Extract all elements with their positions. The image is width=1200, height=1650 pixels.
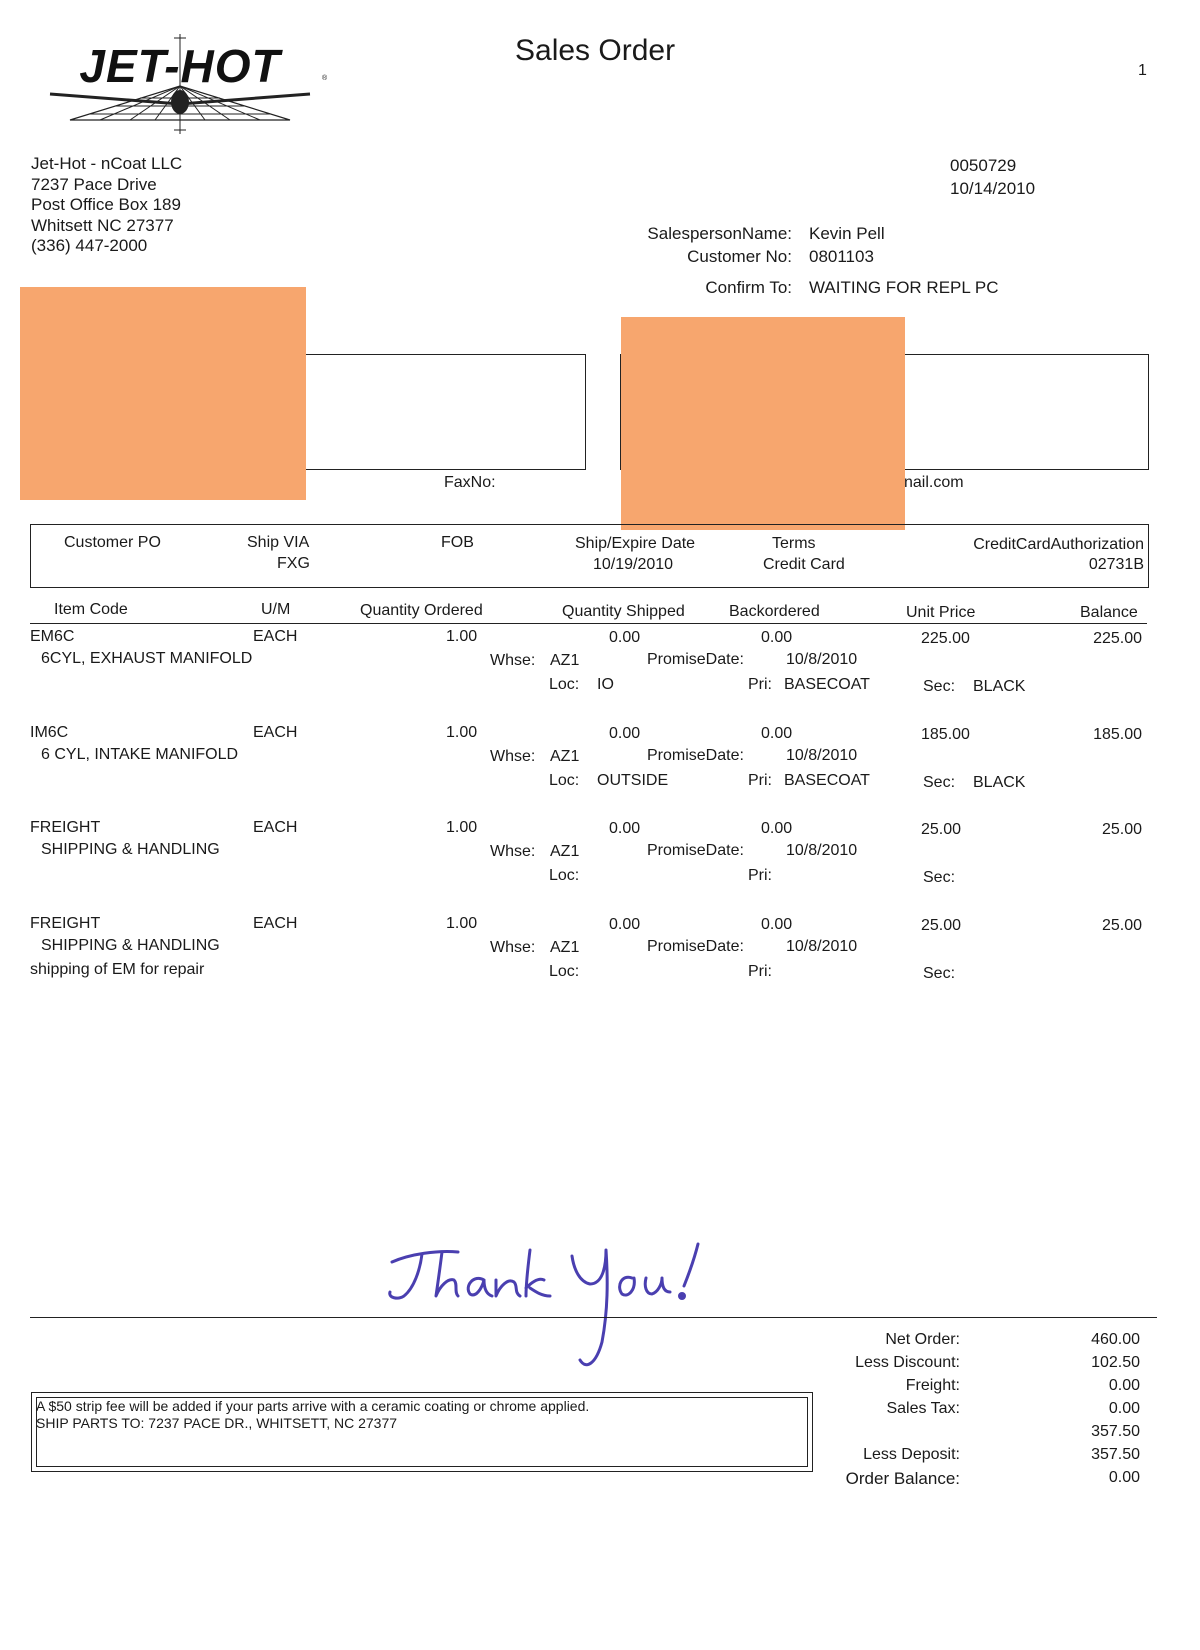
terms-label: Terms [772,535,816,552]
line-promise-value: 10/8/2010 [786,651,858,668]
col-unit-price: Unit Price [906,604,976,621]
less-deposit-label: Less Deposit: [863,1446,960,1463]
line-item-code: IM6C [30,724,69,741]
company-city: Whitsett NC 27377 [31,215,174,235]
line-promise-label: PromiseDate: [647,938,744,955]
line-balance: 225.00 [1093,630,1142,647]
col-balance: Balance [1080,604,1138,621]
customer-no-label: Customer No: [687,247,792,266]
company-name: Jet-Hot - nCoat LLC [31,154,183,173]
notes-box [31,1392,813,1472]
order-header-box [30,524,1149,588]
line-sec-value: BLACK [973,678,1026,695]
line-qty-ordered: 1.00 [446,915,478,932]
line-whse-label: Whse: [490,843,536,860]
line-sec-label: Sec: [923,965,956,982]
line-item-code: EM6C [30,628,75,645]
line-unit-price: 25.00 [921,917,962,934]
col-um: U/M [261,601,291,618]
less-discount-label: Less Discount: [855,1354,960,1371]
company-po-box: Post Office Box 189 [31,195,181,214]
email-fragment: nail.com [904,474,964,491]
svg-text:®: ® [322,75,328,82]
sales-tax-value: 0.00 [1108,1400,1140,1417]
line-whse-value: AZ1 [550,843,580,860]
line-description: 6 CYL, INTAKE MANIFOLD [41,746,239,763]
notes-text [36,1398,589,1432]
line-whse-value: AZ1 [550,652,580,669]
line-whse-label: Whse: [490,939,536,956]
less-discount-value: 102.50 [1091,1354,1140,1371]
line-qty-shipped: 0.00 [609,629,641,646]
line-promise-value: 10/8/2010 [786,842,858,859]
line-qty-ordered: 1.00 [446,628,478,645]
cc-auth-value: 02731B [1088,556,1144,573]
salesperson-value: Kevin Pell [809,224,885,243]
line-balance: 25.00 [1101,821,1142,838]
line-backordered: 0.00 [761,725,793,742]
order-balance-label: Order Balance: [845,1469,960,1488]
col-qty-shipped: Quantity Shipped [562,603,685,620]
line-loc-value: IO [597,676,614,693]
col-item-code: Item Code [54,601,128,618]
line-backordered: 0.00 [761,820,793,837]
line-promise-label: PromiseDate: [647,747,744,764]
line-pri-label: Pri: [748,676,772,693]
line-description: SHIPPING & HANDLING [41,937,220,954]
line-pri-value: BASECOAT [784,676,870,693]
ship-via-label: Ship VIA [247,534,310,551]
fax-label: FaxNo: [444,474,496,491]
terms-value: Credit Card [763,556,845,573]
line-pri-label: Pri: [748,963,772,980]
net-order-value: 460.00 [1091,1331,1140,1348]
jet-hot-logo [30,30,350,140]
line-pri-label: Pri: [748,867,772,884]
document-title: Sales Order [515,34,676,67]
line-pri-value: BASECOAT [784,772,870,789]
thank-you-handwriting [380,1230,780,1390]
ship-expire-value: 10/19/2010 [593,556,674,573]
line-pri-label: Pri: [748,772,772,789]
line-item-code: FREIGHT [30,915,101,932]
line-whse-value: AZ1 [550,939,580,956]
redaction-block-left [20,287,306,500]
line-sec-label: Sec: [923,869,956,886]
less-deposit-value: 357.50 [1091,1446,1140,1463]
line-loc-label: Loc: [549,867,580,884]
line-promise-value: 10/8/2010 [786,938,858,955]
line-promise-label: PromiseDate: [647,842,744,859]
note-ship-parts-to: SHIP PARTS TO: 7237 PACE DR., WHITSETT, NC 27377 [36,1415,398,1431]
line-backordered: 0.00 [761,629,793,646]
company-street: 7237 Pace Drive [31,174,157,194]
subtotal-value: 357.50 [1091,1423,1140,1440]
line-qty-ordered: 1.00 [446,819,478,836]
line-sec-label: Sec: [923,678,956,695]
line-qty-shipped: 0.00 [609,725,641,742]
freight-label: Freight: [905,1377,960,1394]
line-um: EACH [253,628,298,645]
bill-to-box [280,354,586,470]
net-order-label: Net Order: [885,1331,960,1348]
line-whse-label: Whse: [490,652,536,669]
fob-label: FOB [441,534,474,551]
line-loc-label: Loc: [549,963,580,980]
order-date: 10/14/2010 [950,179,1036,198]
line-loc-label: Loc: [549,772,580,789]
line-description: SHIPPING & HANDLING [41,841,220,858]
col-backordered: Backordered [729,603,820,620]
order-reference [950,154,1035,200]
line-loc-value: OUTSIDE [597,772,669,789]
order-number: 0050729 [950,156,1017,175]
footer-rule [30,1317,1157,1318]
line-whse-value: AZ1 [550,748,580,765]
line-note: shipping of EM for repair [30,961,205,978]
line-promise-value: 10/8/2010 [786,747,858,764]
company-address [31,154,182,257]
svg-text:JET-HOT: JET-HOT [79,40,281,92]
line-whse-label: Whse: [490,748,536,765]
ship-via-value: FXG [277,555,310,572]
line-balance: 25.00 [1101,917,1142,934]
line-qty-shipped: 0.00 [609,916,641,933]
order-balance-value: 0.00 [1108,1469,1140,1486]
line-um: EACH [253,819,298,836]
line-unit-price: 185.00 [921,726,970,743]
line-qty-ordered: 1.00 [446,724,478,741]
freight-value: 0.00 [1108,1377,1140,1394]
column-header-rule [30,623,1147,624]
line-sec-label: Sec: [923,774,956,791]
ship-expire-label: Ship/Expire Date [575,535,696,552]
customer-po-label: Customer PO [64,534,161,551]
line-description: 6CYL, EXHAUST MANIFOLD [41,650,253,667]
customer-no-value: 0801103 [809,247,874,266]
note-strip-fee: A $50 strip fee will be added if your parts arrive with a ceramic coating or chrome applied. [36,1398,590,1414]
salesperson-label: SalespersonName: [647,224,792,243]
line-backordered: 0.00 [761,916,793,933]
line-qty-shipped: 0.00 [609,820,641,837]
confirm-to-value: WAITING FOR REPL PC [809,278,999,297]
line-sec-value: BLACK [973,774,1026,791]
line-um: EACH [253,724,298,741]
cc-auth-label: CreditCardAuthorization [973,536,1144,553]
line-promise-label: PromiseDate: [647,651,744,668]
page-number: 1 [1138,62,1147,79]
line-item-code: FREIGHT [30,819,101,836]
line-unit-price: 25.00 [921,821,962,838]
confirm-to-label: Confirm To: [705,278,792,297]
sales-tax-label: Sales Tax: [886,1400,960,1417]
col-qty-ordered: Quantity Ordered [360,602,483,619]
line-unit-price: 225.00 [921,630,970,647]
redaction-block-right [621,317,905,530]
line-balance: 185.00 [1093,726,1142,743]
line-loc-label: Loc: [549,676,580,693]
company-phone: (336) 447-2000 [31,236,148,255]
line-um: EACH [253,915,298,932]
